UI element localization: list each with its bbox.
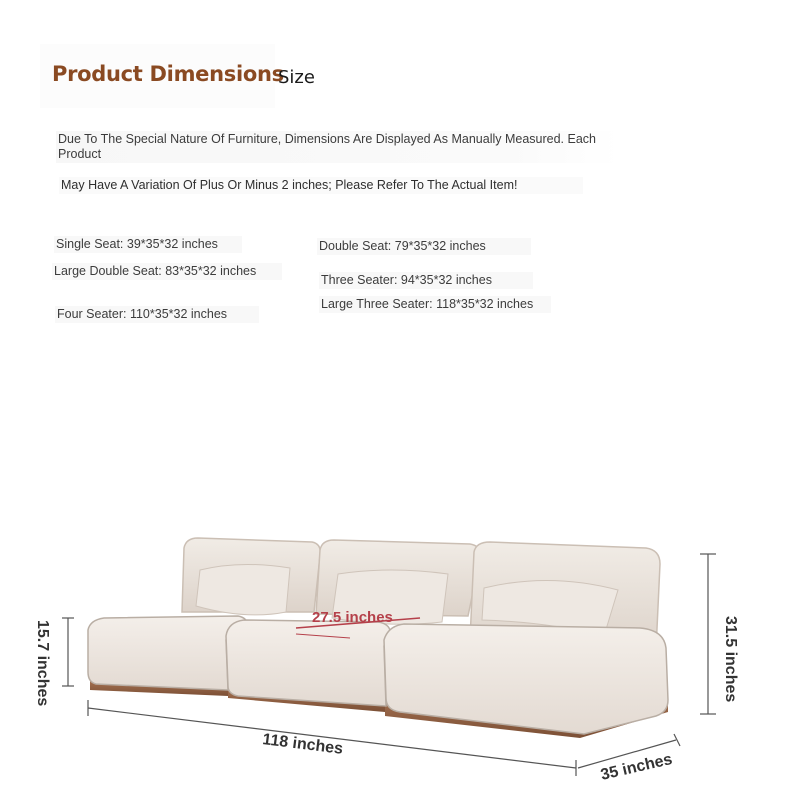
total-height-label: 31.5 inches: [722, 616, 739, 703]
seat-height-marker: [62, 618, 74, 686]
seat-height-label: 15.7 inches: [34, 620, 51, 707]
depth-label: 35 inches: [599, 750, 674, 784]
size-large-double-seat: Large Double Seat: 83*35*32 inches: [52, 263, 282, 280]
size-large-three-seater: Large Three Seater: 118*35*32 inches: [319, 296, 551, 313]
size-four-seater: Four Seater: 110*35*32 inches: [55, 306, 259, 323]
length-label: 118 inches: [261, 731, 344, 758]
seat-depth-label: 27.5 inches: [312, 609, 393, 626]
size-single-seat: Single Seat: 39*35*32 inches: [54, 236, 242, 253]
size-three-seater: Three Seater: 94*35*32 inches: [319, 272, 533, 289]
measurement-notice: Due To The Special Nature Of Furniture, Dimensions Are Displayed As Manually Measured. Each Product: [56, 131, 620, 163]
page-title-suffix: Size: [278, 67, 315, 88]
total-height-marker: [700, 554, 716, 714]
sofa-seat-cushions: [88, 616, 668, 734]
variation-notice: May Have A Variation Of Plus Or Minus 2 inches; Please Refer To The Actual Item!: [59, 177, 583, 194]
size-double-seat: Double Seat: 79*35*32 inches: [317, 238, 531, 255]
page-title: Product Dimensions: [52, 62, 284, 86]
